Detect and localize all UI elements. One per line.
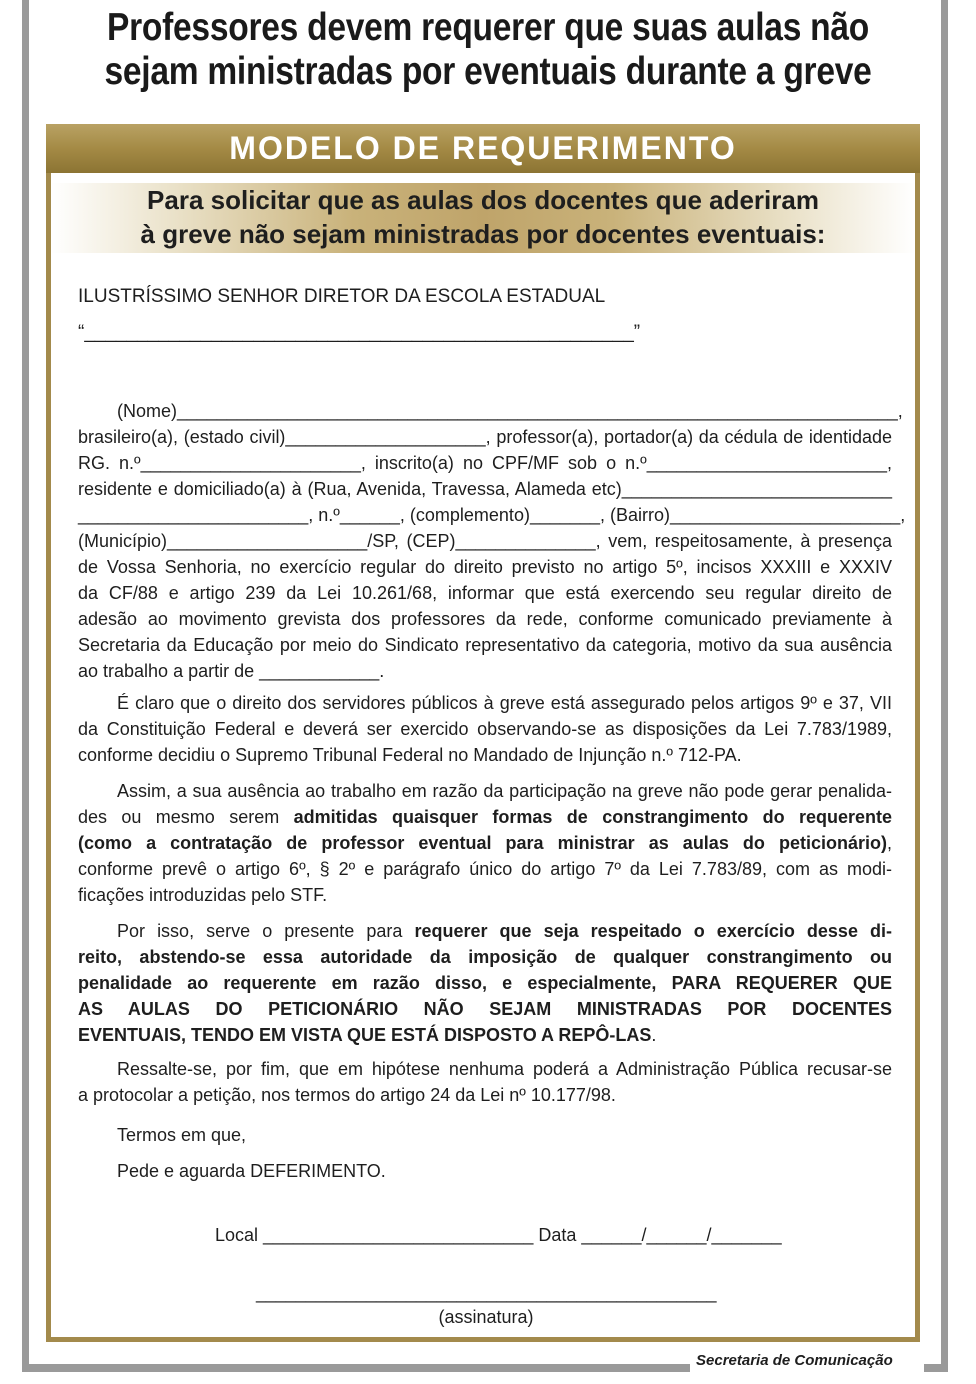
- rg-cpf-line[interactable]: RG. n.º______________________, inscrito(a) no CPF/MF sob o n.º________________________,: [78, 453, 892, 473]
- subtitle-line-2: à greve não sejam ministradas por docentes eventuais:: [140, 219, 826, 249]
- paragraph-text-line: É claro que o direito dos servidores públicos à greve está assegurado pelos artigos 9º e 37, VII: [117, 693, 892, 713]
- paragraph-text-line: ficações introduzidas pelo STF.: [78, 885, 328, 905]
- start-date-line[interactable]: ao trabalho a partir de ____________.: [78, 661, 385, 681]
- bold-text-span: EVENTUAIS, TENDO EM VISTA QUE ESTÁ DISPOSTO A REPÔ-LAS: [78, 1025, 652, 1045]
- paragraph-text-line: de Vossa Senhoria, no exercício regular do direito previsto no artigo 5º, incisos XXXIII e XXXIV: [78, 557, 892, 577]
- paragraph-text-line: conforme prevê o artigo 6º, § 2º e parágrafo único do artigo 7º da Lei 7.783/89, com as modi-: [78, 859, 892, 879]
- paragraph-text-line: conforme decidiu o Supremo Tribunal Federal no Mandado de Injunção n.º 712-PA.: [78, 745, 742, 765]
- paragraph-text-line: [78, 918, 892, 944]
- school-name-field[interactable]: “____________________________________________________”: [78, 322, 641, 343]
- paragraph-text-line: Ressalte-se, por fim, que em hipótese nenhuma poderá a Administração Pública recusar-se: [117, 1059, 892, 1079]
- form-subtitle: [51, 183, 915, 251]
- closing-line-1: Termos em que,: [117, 1125, 247, 1145]
- paragraph-text-line: a protocolar a petição, nos termos do artigo 24 da Lei nº 10.177/98.: [78, 1085, 616, 1105]
- bold-text-line: [78, 1022, 892, 1048]
- bold-text-line: penalidade ao requerente em razão disso, e especialmente, PARA REQUERER QUE: [78, 973, 892, 993]
- signature-line[interactable]: ______________________________________________: [256, 1283, 717, 1303]
- civil-status-line[interactable]: brasileiro(a), (estado civil)____________________, professor(a), portador(a) da cédula de identidade: [78, 427, 892, 447]
- bold-text-span: requerer que seja respeitado o exercício desse di-: [414, 921, 893, 941]
- headline: [101, 6, 875, 94]
- text-span: .: [651, 1025, 657, 1045]
- text-span: Por isso, serve o presente para: [117, 921, 415, 941]
- address-number-line[interactable]: _______________________, n.º______, (complemento)_______, (Bairro)_______________________,: [78, 505, 906, 525]
- addressee-line: ILUSTRÍSSIMO SENHOR DIRETOR DA ESCOLA ESTADUAL: [78, 286, 606, 307]
- bold-text-span: admitidas quaisquer formas de constrangimento do requerente: [293, 807, 892, 827]
- text-span: des ou mesmo serem: [78, 807, 294, 827]
- local-date-row: [215, 1222, 782, 1248]
- closing-line-2: Pede e aguarda DEFERIMENTO.: [117, 1161, 386, 1181]
- text-span: ,: [886, 833, 892, 853]
- bold-text-line: AS AULAS DO PETICIONÁRIO NÃO SEJAM MINISTRADAS POR DOCENTES: [78, 999, 892, 1019]
- paragraph-text-line: adesão ao movimento grevista dos professores da rede, conforme comunicado previamente à: [78, 609, 892, 629]
- headline-line-2: sejam ministradas por eventuais durante a greve: [104, 50, 872, 93]
- paragraph-text-line: da Constituição Federal e deverá ser exercido observando-se as disposições da Lei 7.783/1989,: [78, 719, 892, 739]
- paragraph-text-line: da CF/88 e artigo 239 da Lei 10.261/68, informar que está exercendo seu regular direito de: [78, 583, 892, 603]
- bold-text-line: reito, abstendo-se essa autoridade da imposição de qualquer constrangimento ou: [78, 947, 892, 967]
- frame-bottom-border: [22, 1364, 690, 1372]
- local-field[interactable]: ___________________________: [263, 1225, 534, 1245]
- local-label: Local: [215, 1225, 259, 1245]
- date-label: Data: [538, 1225, 577, 1245]
- form-title: MODELO DE REQUERIMENTO: [229, 130, 737, 166]
- paragraph-text-line: [78, 804, 892, 830]
- bold-text-span: (como a contratação de professor eventual para ministrar as aulas do peticionário): [78, 833, 887, 853]
- frame-left-border: [22, 0, 29, 1372]
- city-cep-line[interactable]: (Município)____________________/SP, (CEP)______________, vem, respeitosamente, à presença: [78, 531, 892, 551]
- paragraph-text-line: Assim, a sua ausência ao trabalho em razão da participação na greve não pode gerar penalida-: [117, 781, 892, 801]
- frame-bottom-border-right: [924, 1364, 948, 1372]
- name-field-line[interactable]: (Nome)________________________________________________________________________,: [117, 401, 903, 421]
- signature-label: (assinatura): [438, 1307, 534, 1327]
- frame-right-border: [941, 0, 948, 1372]
- footer-credit: Secretaria de Comunicação: [696, 1352, 893, 1369]
- date-field[interactable]: ______/______/_______: [581, 1225, 782, 1245]
- paragraph-text-line: [78, 830, 892, 856]
- subtitle-line-1: Para solicitar que as aulas dos docentes que aderiram: [147, 185, 819, 215]
- headline-line-1: Professores devem requerer que suas aulas não: [106, 6, 870, 49]
- paragraph-text-line: Secretaria da Educação por meio do Sindicato representativo da categoria, motivo da sua ausência: [78, 635, 892, 655]
- address-line[interactable]: residente e domiciliado(a) à (Rua, Avenida, Travessa, Alameda etc)___________________________: [78, 479, 892, 499]
